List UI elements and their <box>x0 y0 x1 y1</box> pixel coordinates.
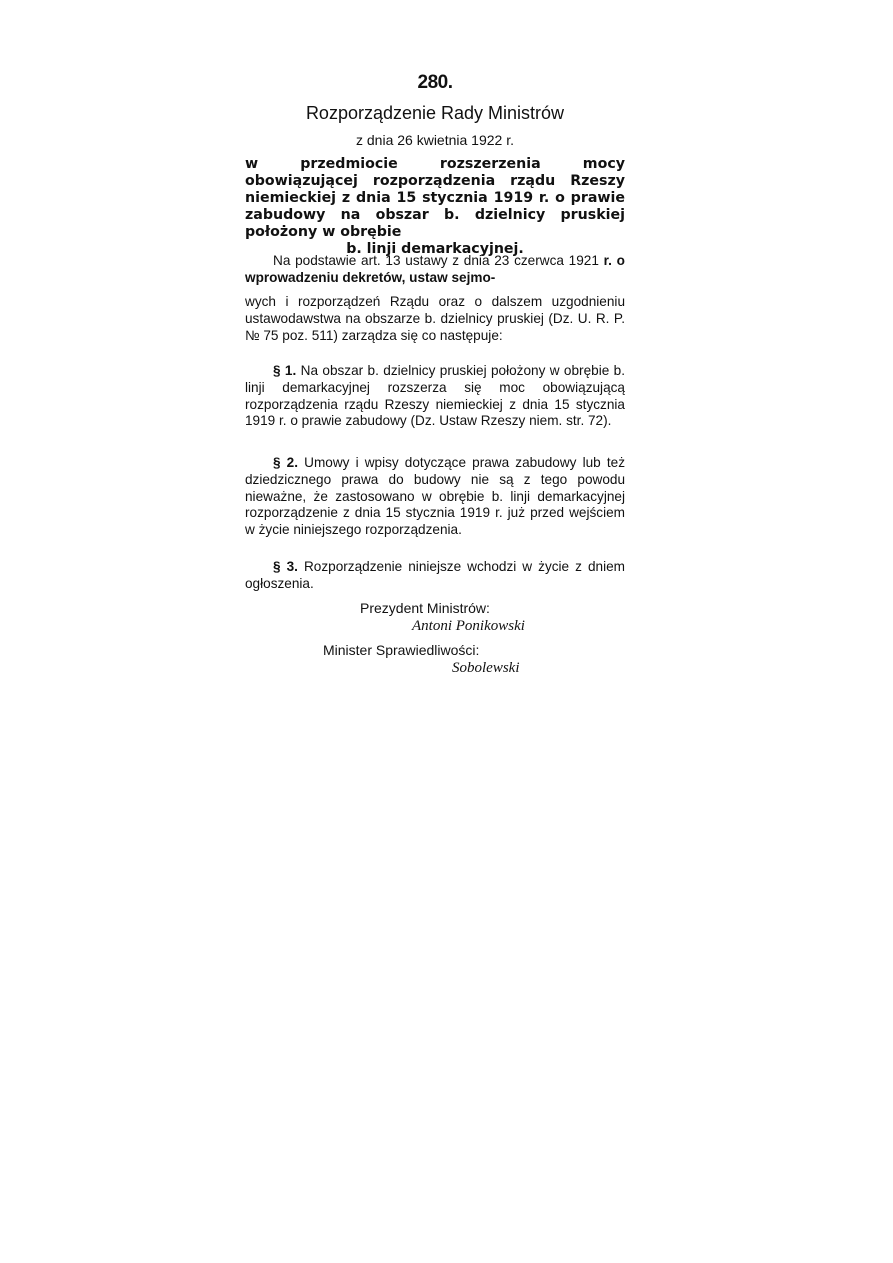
act-subject-text: w przedmiocie rozszerzenia mocy obowiązującej rozporządzenia rządu Rzeszy niemieckiej z dnia 15 stycznia 1919 r. o prawie zabudowy na obszar b. dzielnicy pruskiej położony w obrębie <box>245 156 625 240</box>
section-3-text: Rozporządzenie niniejsze wchodzi w życie z dniem ogłoszenia. <box>245 559 625 591</box>
signatory-1-name: Antoni Ponikowski <box>412 618 525 634</box>
act-subject <box>245 156 625 258</box>
intro-paragraph-rest: wych i rozporządzeń Rządu oraz o dalszem uzgodnieniu ustawodawstwa na obszarze b. dzielnicy pruskiej (Dz. U. R. P. № 75 poz. 511) zarządza się co następuje: <box>245 294 625 343</box>
act-title: Rozporządzenie Rady Ministrów <box>305 103 565 123</box>
act-subject-last-line: b. linji demarkacyjnej. <box>346 241 524 257</box>
section-2 <box>245 455 625 539</box>
section-1 <box>245 363 625 430</box>
act-number: 280. <box>417 72 453 93</box>
section-1-text: Na obszar b. dzielnicy pruskiej położony w obrębie b. linji demarkacyjnej rozszerza się moc obowiązującą rozporządzenia rządu Rzeszy niemieckiej z dnia 15 stycznia 1919 r. o prawie zabudowy (Dz. Ustaw Rzeszy niem. str. 72). <box>245 363 625 429</box>
section-1-label: § 1. <box>273 363 297 378</box>
intro-bold-text: r. o wprowadzeniu dekretów, ustaw sejmo- <box>245 253 625 285</box>
intro-paragraph-start <box>245 253 625 287</box>
intro-text: Na podstawie art. 13 ustawy z dnia 23 czerwca 1921 <box>273 253 599 268</box>
signatory-1-role: Prezydent Ministrów: <box>360 600 490 616</box>
section-3 <box>245 559 625 593</box>
section-2-label: § 2. <box>273 455 299 470</box>
section-2-text: Umowy i wpisy dotyczące prawa zabudowy lub też dziedzicznego prawa do budowy nie są z tego powodu nieważne, że zastosowano w obrębie b. linji demarkacyjnej rozporządzenie z dnia 15 stycznia 1919 r. już przed wejściem w życie niniejszego rozporządzenia. <box>245 455 625 538</box>
section-3-label: § 3. <box>273 559 298 574</box>
signatory-2-name: Sobolewski <box>452 660 520 676</box>
act-date: z dnia 26 kwietnia 1922 r. <box>356 132 514 148</box>
signatory-2-role: Minister Sprawiedliwości: <box>323 642 480 658</box>
